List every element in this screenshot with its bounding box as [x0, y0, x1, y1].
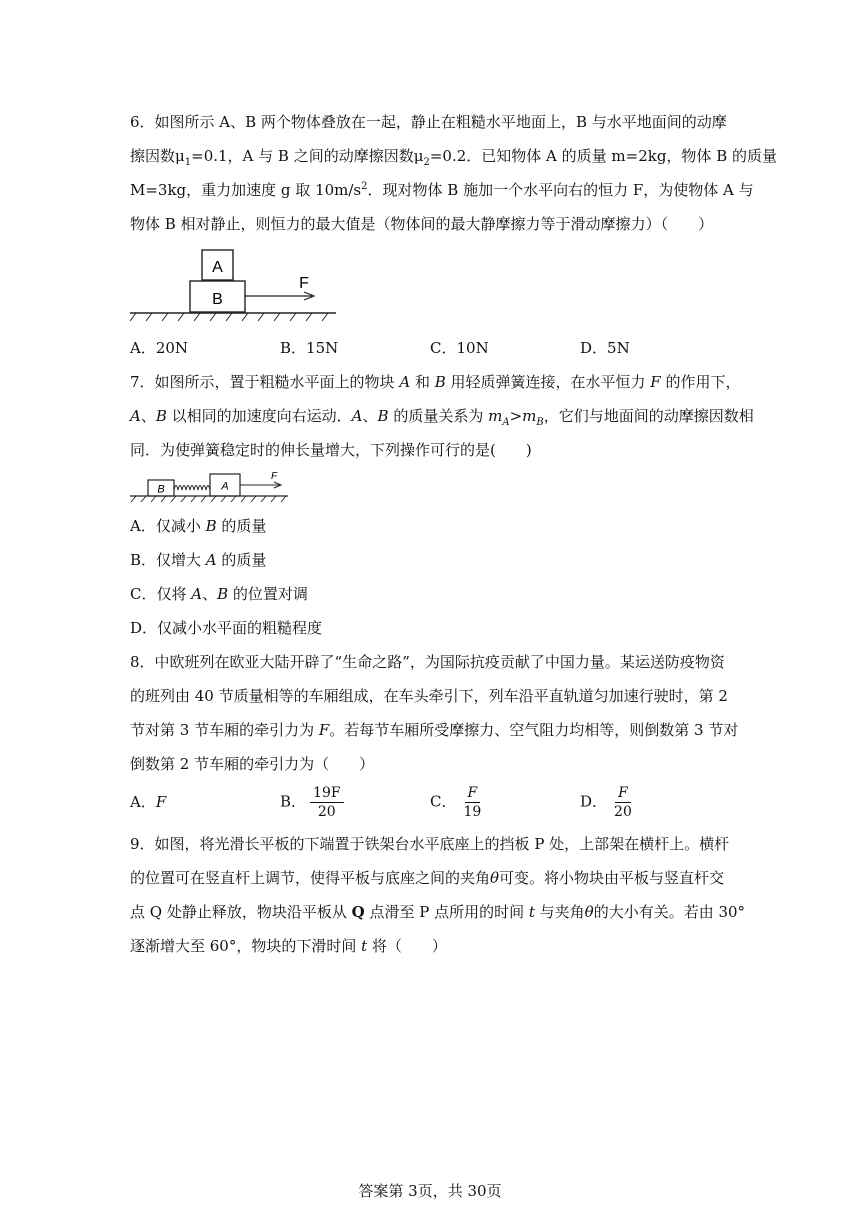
q7-text: C．仅将 [130, 585, 192, 603]
q9-line-2 [130, 868, 724, 888]
q7-var: B [155, 407, 167, 425]
q9-text: 的大小有关。若由 30° [593, 903, 746, 921]
page-footer: 答案第 3页，共 30页 [358, 1182, 502, 1200]
denominator: 19 [463, 804, 482, 820]
q7-var: A [130, 407, 141, 425]
q7-option-b [130, 550, 266, 570]
q7-var: A [351, 407, 363, 425]
q9-text: 的位置可在竖直杆上调节，使得平板与底座之间的夹角 [130, 869, 491, 887]
q6-subscript: 1 [184, 157, 192, 168]
q7-text: 的质量 [216, 517, 267, 535]
q8-option-label: D． [580, 792, 608, 811]
numerator-text: F [467, 785, 478, 801]
q6-text: =0.2．已知物体 A 的质量 m=2kg，物体 B 的质量 [429, 147, 777, 165]
block-a-label: A [212, 259, 223, 276]
q8-option-c [430, 784, 484, 821]
q6-line-4: 物体 B 相对静止，则恒力的最大值是（物体间的最大静摩擦力等于滑动摩擦力）（ ） [130, 215, 714, 233]
q8-line-2: 的班列由 40 节质量相等的车厢组成，在车头牵引下，列车沿平直轨道匀加速行驶时，第 2 [130, 687, 728, 705]
q6-figure [128, 246, 340, 322]
q9-text: 将（ ） [367, 937, 447, 955]
q7-text: 的质量关系为 [388, 407, 489, 425]
q7-var: B [434, 373, 446, 391]
fraction [310, 784, 344, 821]
q7-text: B．仅增大 [130, 551, 206, 569]
q6-text: 擦因数μ [130, 147, 185, 165]
denominator: 20 [614, 804, 632, 820]
q7-text: 7．如图所示，置于粗糙水平面上的物块 [130, 373, 400, 391]
q6-superscript: 2 [361, 181, 368, 192]
q8-option-label: C． [430, 792, 457, 811]
q8-option-d [580, 784, 635, 821]
q6-line-2 [130, 146, 777, 166]
q6-text: =0.1，A 与 B 之间的动摩擦因数μ [191, 147, 424, 165]
fraction [460, 784, 484, 821]
q8-line-3 [130, 720, 738, 740]
numerator [310, 784, 344, 803]
force-label: F [299, 275, 309, 292]
q6-line-3 [130, 180, 754, 200]
q8-option-a [130, 792, 166, 812]
block-b-label: B [157, 483, 165, 496]
ground-hatching [130, 313, 328, 321]
q8-var: F [155, 793, 167, 811]
q6-line-1: 6．如图所示 A、B 两个物体叠放在一起，静止在粗糙水平地面上，B 与水平地面间的动摩 [130, 113, 727, 131]
q9-line-3 [130, 902, 745, 922]
q9-var: t [361, 937, 368, 955]
q7-text: 、 [362, 407, 378, 425]
block-a-label: A [221, 480, 229, 493]
q8-text: 。若每节车厢所受摩擦力、空气阻力均相等，则倒数第 3 节对 [329, 721, 739, 739]
force-label: F [270, 471, 278, 482]
q7-line-1 [130, 372, 741, 392]
numerator [615, 784, 631, 803]
q7-var: m [522, 407, 537, 425]
numerator [465, 784, 481, 803]
q7-text: 的位置对调 [228, 585, 308, 603]
q7-text: 、 [202, 585, 218, 603]
q9-var: θ [584, 903, 594, 921]
numerator-text: F [618, 785, 628, 801]
q9-var: t [528, 903, 535, 921]
q7-option-d: D．仅减小水平面的粗糙程度 [130, 619, 323, 637]
q7-line-3: 同．为使弹簧稳定时的伸长量增大，下列操作可行的是( ) [130, 441, 532, 459]
spring [174, 486, 210, 491]
q6-option-a: A．20N [130, 339, 189, 357]
q6-text: M=3kg，重力加速度 g 取 10m/s [130, 181, 362, 199]
q9-text: 可变。将小物块由平板与竖直杆交 [499, 869, 725, 887]
denominator: 20 [317, 804, 336, 820]
q7-text: 用轻质弹簧连接，在水平恒力 [445, 373, 651, 391]
q6-option-c: C．10N [430, 339, 489, 357]
q7-var: B [217, 585, 229, 603]
q7-text: 的作用下， [660, 373, 741, 391]
q9-line-1: 9．如图，将光滑长平板的下端置于铁架台水平底座上的挡板 P 处，上部架在横杆上。横杆 [130, 835, 730, 853]
q9-bold: Q [351, 903, 365, 921]
q7-text: 和 [410, 373, 435, 391]
q7-line-2 [130, 406, 754, 426]
q9-text: 逐渐增大至 60°，物块的下滑时间 [130, 937, 362, 955]
q7-text: A．仅减小 [130, 517, 206, 535]
q8-line-1: 8．中欧班列在欧亚大陆开辟了“生命之路”，为国际抗疫贡献了中国力量。某运送防疫物资 [130, 653, 725, 671]
q7-subscript: B [536, 417, 544, 428]
q7-text: 、 [140, 407, 156, 425]
q6-text: ．现对物体 B 施加一个水平向右的恒力 F，为使物体 A 与 [367, 181, 754, 199]
q7-var: A [205, 551, 217, 569]
q9-var: θ [490, 869, 500, 887]
fraction [611, 784, 635, 821]
q9-text: 与夹角 [534, 903, 585, 921]
q7-var: A [399, 373, 411, 391]
q7-var: B [205, 517, 217, 535]
q7-var: m [488, 407, 503, 425]
q8-option-b [280, 784, 344, 821]
q9-line-4 [130, 936, 447, 956]
ground-hatching [131, 496, 286, 502]
q6-option-d: D．5N [580, 339, 630, 357]
q7-var: B [377, 407, 389, 425]
q8-line-4: 倒数第 2 节车厢的牵引力为（ ） [130, 755, 375, 773]
q8-text: 节对第 3 节车厢的牵引力为 [130, 721, 319, 739]
q6-subscript: 2 [423, 157, 430, 168]
q7-figure [128, 468, 290, 504]
q7-text: ，它们与地面间的动摩擦因数相 [543, 407, 754, 425]
numerator-text: 19F [313, 785, 341, 801]
q7-option-a [130, 516, 266, 536]
q7-var: F [650, 373, 661, 391]
q8-option-label: A． [130, 793, 156, 811]
block-b-label: B [212, 291, 223, 308]
q9-text: 点 Q 处静止释放，物块沿平板从 [130, 903, 352, 921]
q7-subscript: A [502, 417, 510, 428]
q8-var: F [318, 721, 330, 739]
q7-var: A [191, 585, 203, 603]
q8-option-label: B． [280, 792, 307, 811]
q7-text: 的质量 [216, 551, 267, 569]
q6-option-b: B．15N [280, 339, 339, 357]
q9-text: 点滑至 P 点所用的时间 [364, 903, 529, 921]
q7-text: 以相同的加速度向右运动． [166, 407, 352, 425]
q7-text: > [509, 407, 523, 425]
q7-option-c [130, 584, 308, 604]
